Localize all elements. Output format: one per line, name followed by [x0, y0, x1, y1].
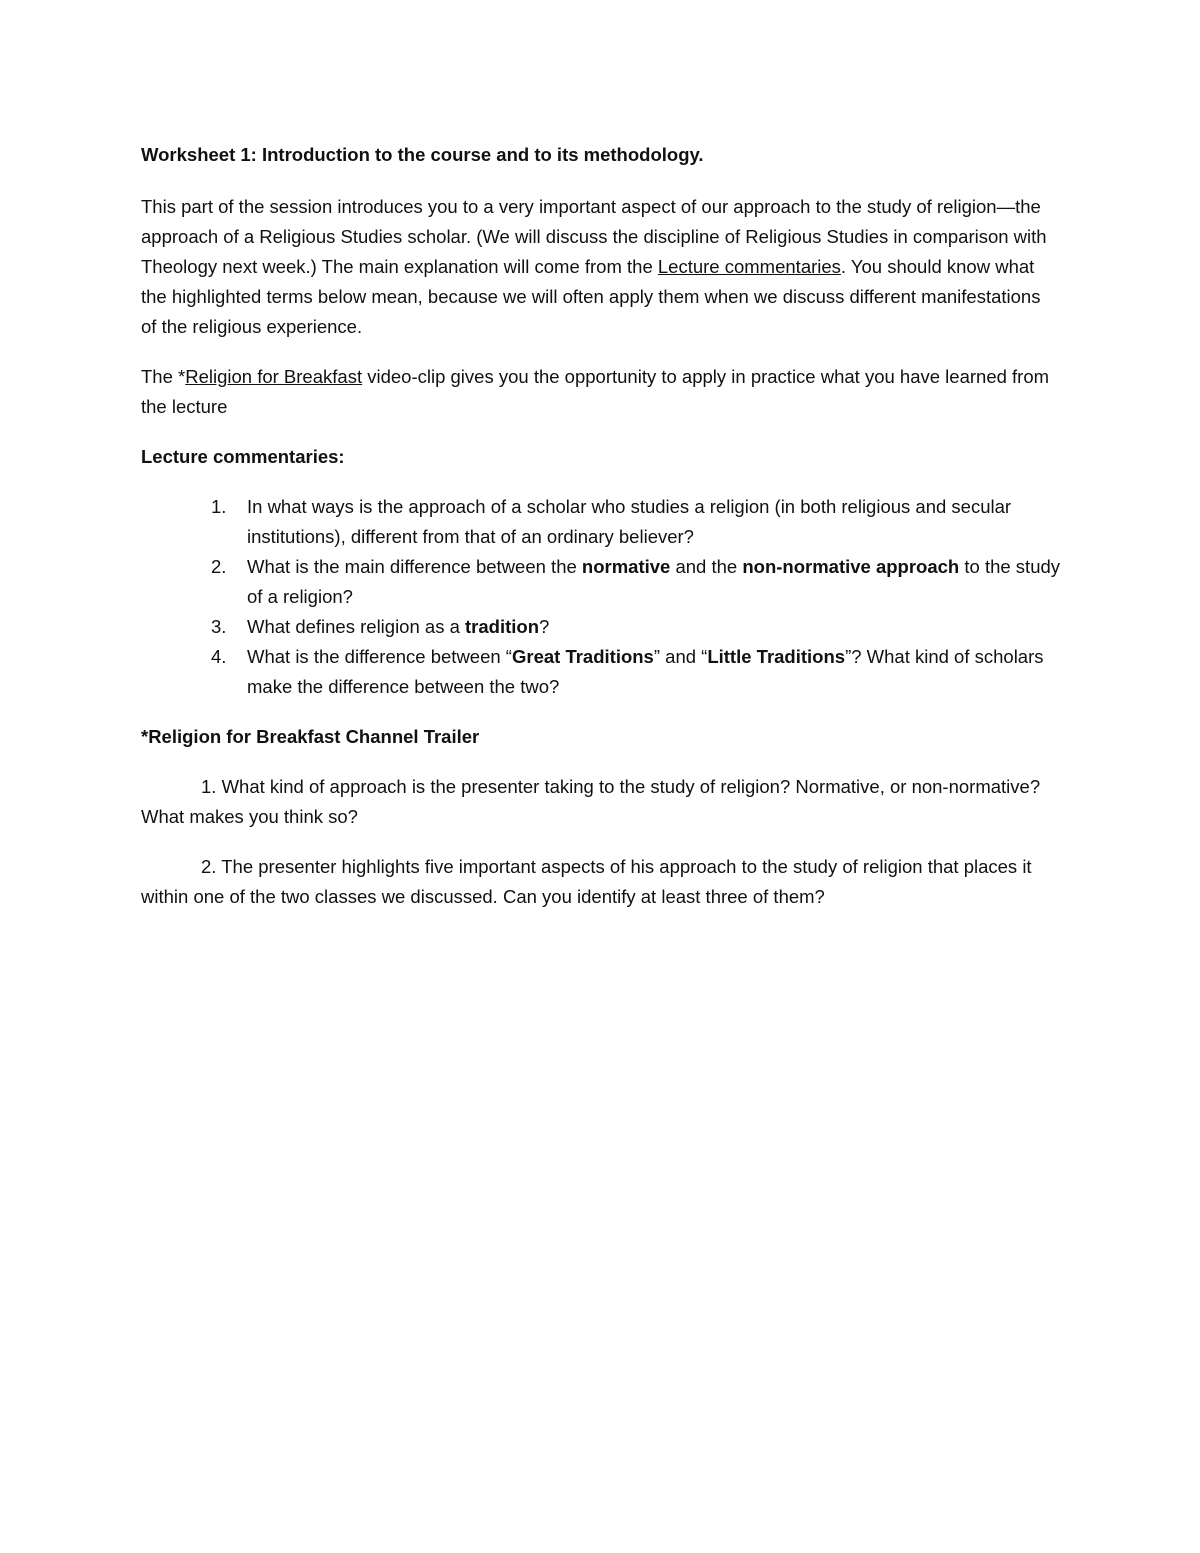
list-item-number: 4.: [211, 646, 227, 667]
list-item-text: to the study of a religion?: [247, 556, 1061, 607]
video-text-suffix: video-clip gives you the opportunity to apply in practice what you have learned from the lecture: [141, 366, 1050, 417]
trailer-heading: *Religion for Breakfast Channel Trailer: [141, 726, 480, 747]
term-normative: normative: [581, 556, 671, 577]
term-non-normative-approach: non-normative approach: [742, 556, 960, 577]
list-item-text: and the: [670, 556, 743, 577]
list-item-text: What is the difference between “: [247, 646, 512, 667]
list-item-text: What defines religion as a: [247, 616, 466, 637]
list-item: [141, 492, 1061, 552]
trailer-question-1: 1. What kind of approach is the presenter taking to the study of religion? Normative, or non-normative? What makes you think so?: [141, 776, 1041, 827]
term-tradition: tradition: [465, 616, 540, 637]
intro-text-part2: . You should know what the highlighted terms below mean, because we will often apply them when we discuss different manifestations of the religious experience.: [141, 256, 1041, 337]
lecture-commentaries-link[interactable]: Lecture commentaries: [657, 256, 841, 277]
lecture-questions-list: [141, 492, 1061, 702]
list-item-number: 1.: [211, 496, 227, 517]
trailer-question-2: 2. The presenter highlights five important aspects of his approach to the study of religion that places it within one of the two classes we discussed. Can you identify at least three of them?: [141, 856, 1032, 907]
worksheet-title: Worksheet 1: Introduction to the course and to its methodology.: [141, 144, 704, 165]
list-item-text: ” and “: [653, 646, 708, 667]
video-text-prefix: The *: [141, 366, 186, 387]
intro-paragraph: [141, 192, 1061, 342]
video-paragraph: [141, 362, 1061, 422]
list-item: [141, 552, 1061, 612]
term-great-traditions: Great Traditions: [511, 646, 654, 667]
list-item-text: In what ways is the approach of a scholar who studies a religion (in both religious and secular institutions), different from that of an ordinary believer?: [247, 496, 1012, 547]
list-item-text: ?: [539, 616, 550, 637]
list-item-number: 2.: [211, 556, 227, 577]
list-item-text: What is the main difference between the: [247, 556, 582, 577]
list-item: [141, 612, 1061, 642]
list-item-text: ”? What kind of scholars make the difference between the two?: [247, 646, 1044, 697]
intro-text-part1: This part of the session introduces you to a very important aspect of our approach to the study of religion—the approach of a Religious Studies scholar. (We will discuss the discipline of Religious Studies in comparison with Theology next week.) The main explanation will come from the: [141, 196, 1047, 277]
list-item: [141, 642, 1061, 702]
document-content: [141, 140, 1061, 932]
list-item-number: 3.: [211, 616, 227, 637]
term-little-traditions: Little Traditions: [707, 646, 846, 667]
religion-for-breakfast-link[interactable]: Religion for Breakfast: [185, 366, 363, 387]
lecture-commentaries-heading: Lecture commentaries:: [141, 446, 345, 467]
